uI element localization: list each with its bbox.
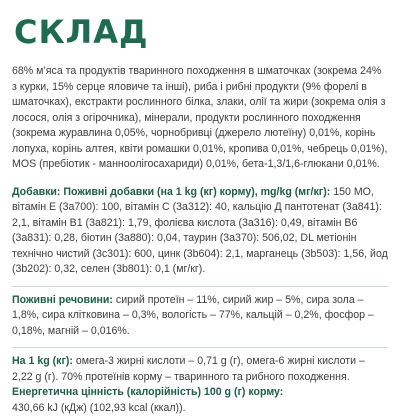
page-title: СКЛАД: [14, 13, 149, 51]
nutrients-label: Поживні речовини:: [12, 293, 113, 306]
divider: [12, 286, 388, 287]
additives-label: Добавки: Поживні добавки (на 1 kg (кг) корму), mg/kg (мг/кг):: [12, 185, 331, 198]
energy-text: 430,66 kJ (кДж) (102,93 kcal (ккал)).: [12, 401, 186, 414]
nutrients-text: сирий протеїн – 11%, сирий жир – 5%, сира зола – 1,8%, сира клітковина – 0,3%, вологість – 77%, кальцій – 0,2%, фосфор – 0,18%, магній – 0,016%.: [12, 293, 374, 337]
per-kg-label: На 1 kg (кг):: [12, 355, 73, 367]
energy-section: [12, 385, 388, 416]
per-kg-text: омега-3 жирні кислоти – 0,71 g (г), омега-6 жирні кислоти – 2,22 g (г). 70% протеїнів корму – тваринного та рибного походження.: [12, 355, 365, 383]
divider: [12, 347, 388, 348]
additives-text: 150 МО, вітамін Е (3а700): 100, вітамін С (3а312): 40, кальцію Д пантотенат (3а841): 2,1, вітамін В1 (3а821): 1,79, фолієва кислота (3а316): 0,49, вітамін В6 (3а831): 0,28, біотин (3а880): 0,04, таурин (3а370): 506,02, DL метіонін технічно чистий (3с301): 600, цинк (3b604): 2,1, марганець (3b503): 1,56, йод (3b202): 0,32, селен (3b801): 0,1 (мг/кг).: [12, 185, 388, 275]
additives-section: [12, 185, 388, 278]
nutrients-section: [12, 293, 388, 340]
per-kg-section: [12, 354, 388, 385]
energy-label: Енергетична цінність (калорійність) 100 g (г) корму:: [12, 386, 284, 398]
composition-text: 68% м’яса та продуктів тваринного походження в шматочках (зокрема 24% з курки, 15% серце яловиче та інші), риба і рибні продукти (9% форелі в шматочках), екстракти рослинного білка, злаки, олії та жири (зокрема олія з лосося, олія з огірочника), мінерали, продукти рослинного походження (зокрема журавлина 0,05%, чорнобривці (джерело лютеїну) 0,01%, корінь лопуха, корінь алтея, квіти ромашки 0,01%, кропива 0,01%, чебрець 0,01%), MOS (пребіотик - манноолігосахариди) 0,01%, бета-1,3/1,6-глюкани 0,01%.: [12, 65, 388, 170]
